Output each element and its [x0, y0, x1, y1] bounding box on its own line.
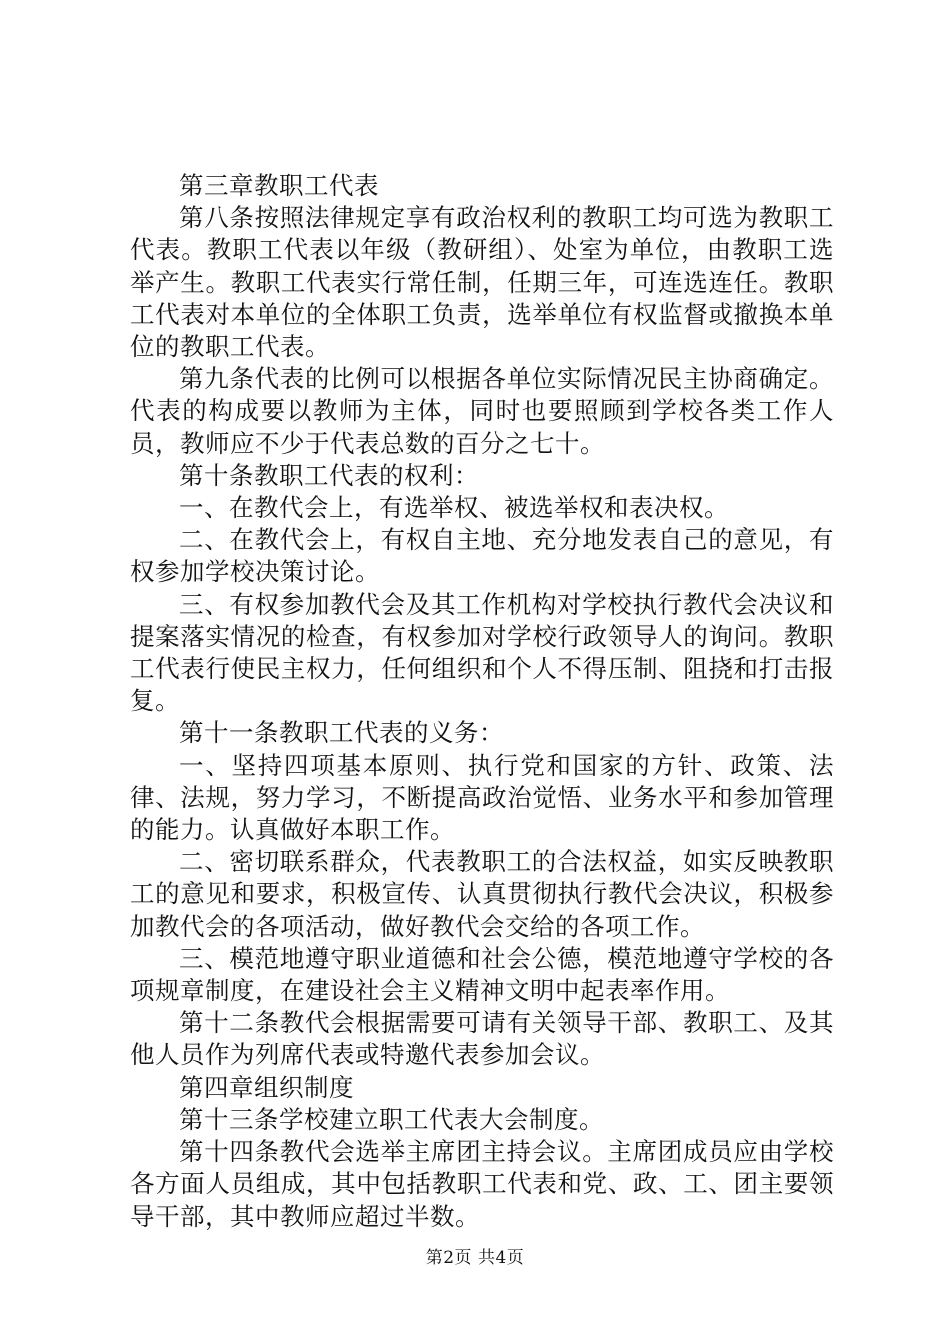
chapter-heading-3: 第三章教职工代表	[179, 171, 379, 200]
article-13: 第十三条学校建立职工代表大会制度。	[179, 1104, 604, 1134]
chapter-heading-4: 第四章组织制度	[179, 1072, 354, 1102]
document-body	[130, 170, 834, 1233]
article-11-item-2: 二、密切联系群众，代表教职工的合法权益，如实反映教职工的意见和要求，积极宣传、认真贯彻执行教代会决议，积极参加教代会的各项活动，做好教代会交给的各项工作。	[130, 847, 834, 941]
article-12: 第十二条教代会根据需要可请有关领导干部、教职工、及其他人员作为列席代表或特邀代表参加会议。	[130, 1008, 834, 1070]
article-9: 第九条代表的比例可以根据各单位实际情况民主协商确定。代表的构成要以教师为主体，同时也要照顾到学校各类工作人员，教师应不少于代表总数的百分之七十。	[130, 364, 834, 458]
article-10-item-2: 二、在教代会上，有权自主地、充分地发表自己的意见，有权参加学校决策讨论。	[130, 525, 834, 587]
article-11-heading: 第十一条教职工代表的义务：	[179, 718, 504, 748]
article-11-item-1: 一、坚持四项基本原则、执行党和国家的方针、政策、法律、法规，努力学习，不断提高政治觉悟、业务水平和参加管理的能力。认真做好本职工作。	[130, 750, 834, 845]
article-10-item-1: 一、在教代会上，有选举权、被选举权和表决权。	[179, 493, 729, 523]
article-10-item-3: 三、有权参加教代会及其工作机构对学校执行教代会决议和提案落实情况的检查，有权参加对学校行政领导人的询问。教职工代表行使民主权力，任何组织和个人不得压制、阻挠和打击报复。	[130, 589, 834, 716]
article-11-item-3: 三、模范地遵守职业道德和社会公德，模范地遵守学校的各项规章制度，在建设社会主义精神文明中起表率作用。	[130, 943, 834, 1006]
article-14: 第十四条教代会选举主席团主持会议。主席团成员应由学校各方面人员组成，其中包括教职工代表和党、政、工、团主要领导干部，其中教师应超过半数。	[130, 1137, 834, 1231]
article-8: 第八条按照法律规定享有政治权利的教职工均可选为教职工代表。教职工代表以年级（教研组）、处室为单位，由教职工选举产生。教职工代表实行常任制，任期三年，可连选连任。教职工代表对本单位的全体职工负责，选举单位有权监督或撤换本单位的教职工代表。	[130, 203, 834, 362]
article-10-heading: 第十条教职工代表的权利：	[179, 460, 479, 490]
page-number-footer: 第2页 共4页	[425, 1248, 525, 1268]
